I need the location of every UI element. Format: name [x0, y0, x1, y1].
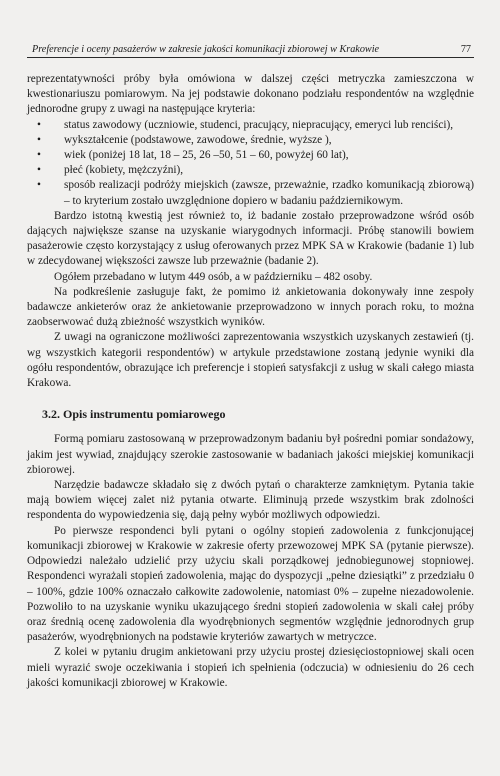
- paragraph: Formą pomiaru zastosowaną w przeprowadzonym badaniu był pośredni pomiar sondażowy, jakim jest wywiad, znajdujący szerokie zastosowanie w badaniach jakości miejskiej komunikacji zbiorowej.: [27, 433, 474, 476]
- running-header: [27, 44, 474, 58]
- criteria-item: • płeć (kobiety, mężczyźni),: [64, 163, 474, 178]
- section-heading: 3.2. Opis instrumentu pomiarowego: [42, 407, 226, 422]
- running-title: Preferencje i oceny pasażerów w zakresie jakości komunikacji zbiorowej w Krakowie: [32, 44, 380, 55]
- paragraph: Bardzo istotną kwestią jest również to, iż badanie zostało przeprowadzone wśród osób dających największe szanse na uzyskanie wiarygodnych informacji. Próbę stanowili bowiem pasażerowie często korzystający z usług oferowanych przez MPK SA w Krakowie (badanie 1) lub w zdecydowanej większości zawsze lub przeważnie (badanie 2).: [27, 209, 474, 268]
- body-text: [27, 72, 474, 691]
- intro-paragraph: reprezentatywności próby była omówiona w dalszej części metryczka zamieszczona w kwestionariuszu pomiarowym. Na jej podstawie dokonano podziału respondentów na względnie jednorodne grupy z uwagi na następujące kryteria:: [27, 73, 474, 116]
- criteria-item: • sposób realizacji podróży miejskich (zawsze, przeważnie, rzadko komunikacją zbiorową) – to kryterium zostało uwzględnione dopiero w badaniu październikowym.: [64, 178, 474, 208]
- criteria-list: [27, 118, 474, 209]
- criteria-item: • wiek (poniżej 18 lat, 18 – 25, 26 –50, 51 – 60, powyżej 60 lat),: [64, 148, 474, 163]
- paragraph: Z uwagi na ograniczone możliwości zaprezentowania wszystkich uzyskanych zestawień (tj. wg wszystkich kategorii respondentów) w artykule przedstawione zostaną jedynie wyniki dla ogółu respondentów, obrazujące ich preferencje i stopień satysfakcji z usług w skali całego miasta Krakowa.: [27, 331, 474, 390]
- paragraph: Z kolei w pytaniu drugim ankietowani przy użyciu prostej dziesięciostopniowej skali ocen mieli wyrazić swoje oczekiwania i stopień ich spełnienia (odczucia) w odniesieniu do 26 cech jakości komunikacji zbiorowej w Krakowie.: [27, 646, 474, 689]
- paragraph: Po pierwsze respondenci byli pytani o ogólny stopień zadowolenia z funkcjonującej komunikacji zbiorowej w Krakowie w zakresie oferty przewozowej MPK SA (pytanie pierwsze). Odpowiedzi należało udzielić przy użyciu skali porządkowej jednobiegunowej stopniowej. Respondenci wyrażali stopień zadowolenia, mając do dyspozycji „pełne dziesiątki” z przedziału 0 – 100%, gdzie 100% oznaczało całkowite zadowolenie, natomiast 0% – zupełne niezadowolenie. Pozwoliło to na uzyskanie wyniku ukazującego średni stopień zadowolenia w skali całej próby oraz średnią ocenę zadowolenia dla wyodrębnionych segmentów względnie jednorodnych grup pasażerów, wyodrębnionych na podstawie kryteriów zawartych w metryczce.: [27, 524, 474, 644]
- page-number: 77: [460, 44, 471, 55]
- criteria-item: • wykształcenie (podstawowe, zawodowe, średnie, wyższe ),: [64, 133, 474, 148]
- paragraph: Narzędzie badawcze składało się z dwóch pytań o charakterze zamkniętym. Pytania takie mają bowiem więcej zalet niż pytania otwarte. Eliminują przede wszystkim brak zdolności respondenta do wypowiedzenia się, dają pełny wybór możliwych odpowiedzi.: [27, 479, 474, 522]
- paragraph: Na podkreślenie zasługuje fakt, że pomimo iż ankietowania dokonywały inne zespoły badawcze ankieterów oraz że ankietowanie przeprowadzono w innych porach roku, to można zaobserwować dużą zbieżność wszystkich wyników.: [27, 285, 474, 329]
- paragraph: Ogółem przebadano w lutym 449 osób, a w październiku – 482 osoby.: [54, 270, 373, 283]
- criteria-item: • status zawodowy (uczniowie, studenci, pracujący, niepracujący, emeryci lub renciści),: [64, 118, 474, 133]
